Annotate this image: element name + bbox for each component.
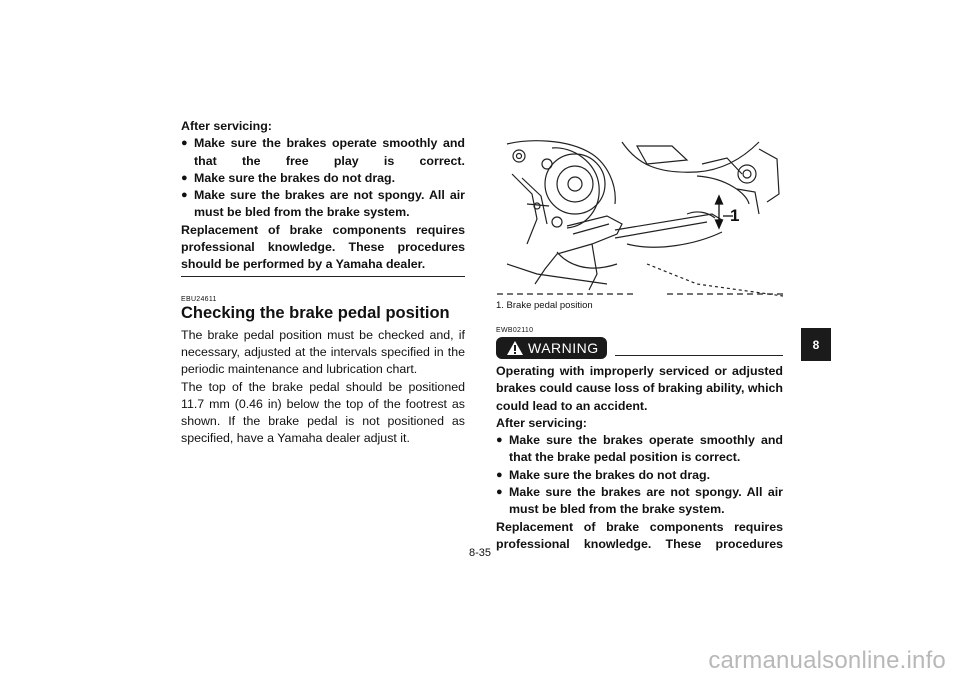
list-item: [181, 187, 465, 222]
bullet-icon: ●: [181, 137, 188, 150]
bullet-text: Make sure the brakes are not spongy. All air must be bled from the brake system.: [509, 485, 783, 517]
figure-caption: 1. Brake pedal position: [496, 300, 593, 311]
section-divider: [181, 276, 465, 277]
bullet-icon: ●: [496, 468, 503, 481]
after-servicing-heading: After servicing:: [496, 415, 587, 430]
brake-pedal-illustration: [497, 134, 784, 300]
bullet-icon: ●: [181, 171, 188, 184]
replacement-note: Replacement of brake components requires professional knowledge. These procedures should be performed by a Yamaha dealer.: [181, 222, 465, 272]
list-item: [181, 135, 465, 170]
replacement-note: Replacement of brake components requires professional knowledge. These procedures: [496, 519, 783, 551]
right-column: [496, 300, 783, 553]
chapter-tab: 8: [801, 328, 831, 361]
warning-header: [496, 337, 783, 359]
left-column: [181, 118, 465, 448]
bullet-icon: ●: [496, 434, 503, 447]
warning-label: WARNING: [528, 340, 599, 356]
body-paragraph: The top of the brake pedal should be positioned 11.7 mm (0.46 in) below the top of the footrest as shown. If the brake pedal is not positioned as specified, have a Yamaha dealer adjust it.: [181, 379, 465, 446]
list-item: [181, 170, 465, 187]
bullet-text: Make sure the brakes do not drag.: [509, 467, 711, 482]
body-paragraph: The brake pedal position must be checked and, if necessary, adjusted at the intervals specified in the periodic maintenance and lubrication chart.: [181, 327, 465, 377]
warning-text: Operating with improperly serviced or adjusted brakes could cause loss of braking ability, which could lead to an accident.: [496, 364, 783, 413]
warning-code: EWB02110: [496, 327, 534, 334]
section-code: EBU24611: [181, 295, 217, 303]
after-servicing-heading: After servicing:: [181, 119, 272, 133]
warning-badge: [496, 337, 607, 359]
bullet-text: Make sure the brakes are not spongy. All air must be bled from the brake system.: [194, 188, 465, 220]
list-item: [496, 484, 783, 519]
bullet-icon: ●: [496, 486, 503, 499]
warning-rule: [615, 355, 783, 356]
bullet-text: Make sure the brakes operate smoothly and that the brake pedal position is correct.: [509, 433, 783, 465]
section-title: Checking the brake pedal position: [181, 303, 450, 322]
bullet-icon: ●: [181, 189, 188, 202]
warning-triangle-icon: [506, 340, 524, 356]
page-number: 8-35: [468, 547, 492, 559]
watermark: carmanualsonline.info: [708, 647, 946, 674]
list-item: [496, 467, 783, 484]
bullet-text: Make sure the brakes operate smoothly and that the free play is correct.: [194, 136, 465, 168]
bullet-text: Make sure the brakes do not drag.: [194, 170, 396, 185]
callout-label: 1: [730, 206, 740, 225]
brake-pedal-drawing: [497, 134, 784, 300]
list-item: [496, 432, 783, 467]
